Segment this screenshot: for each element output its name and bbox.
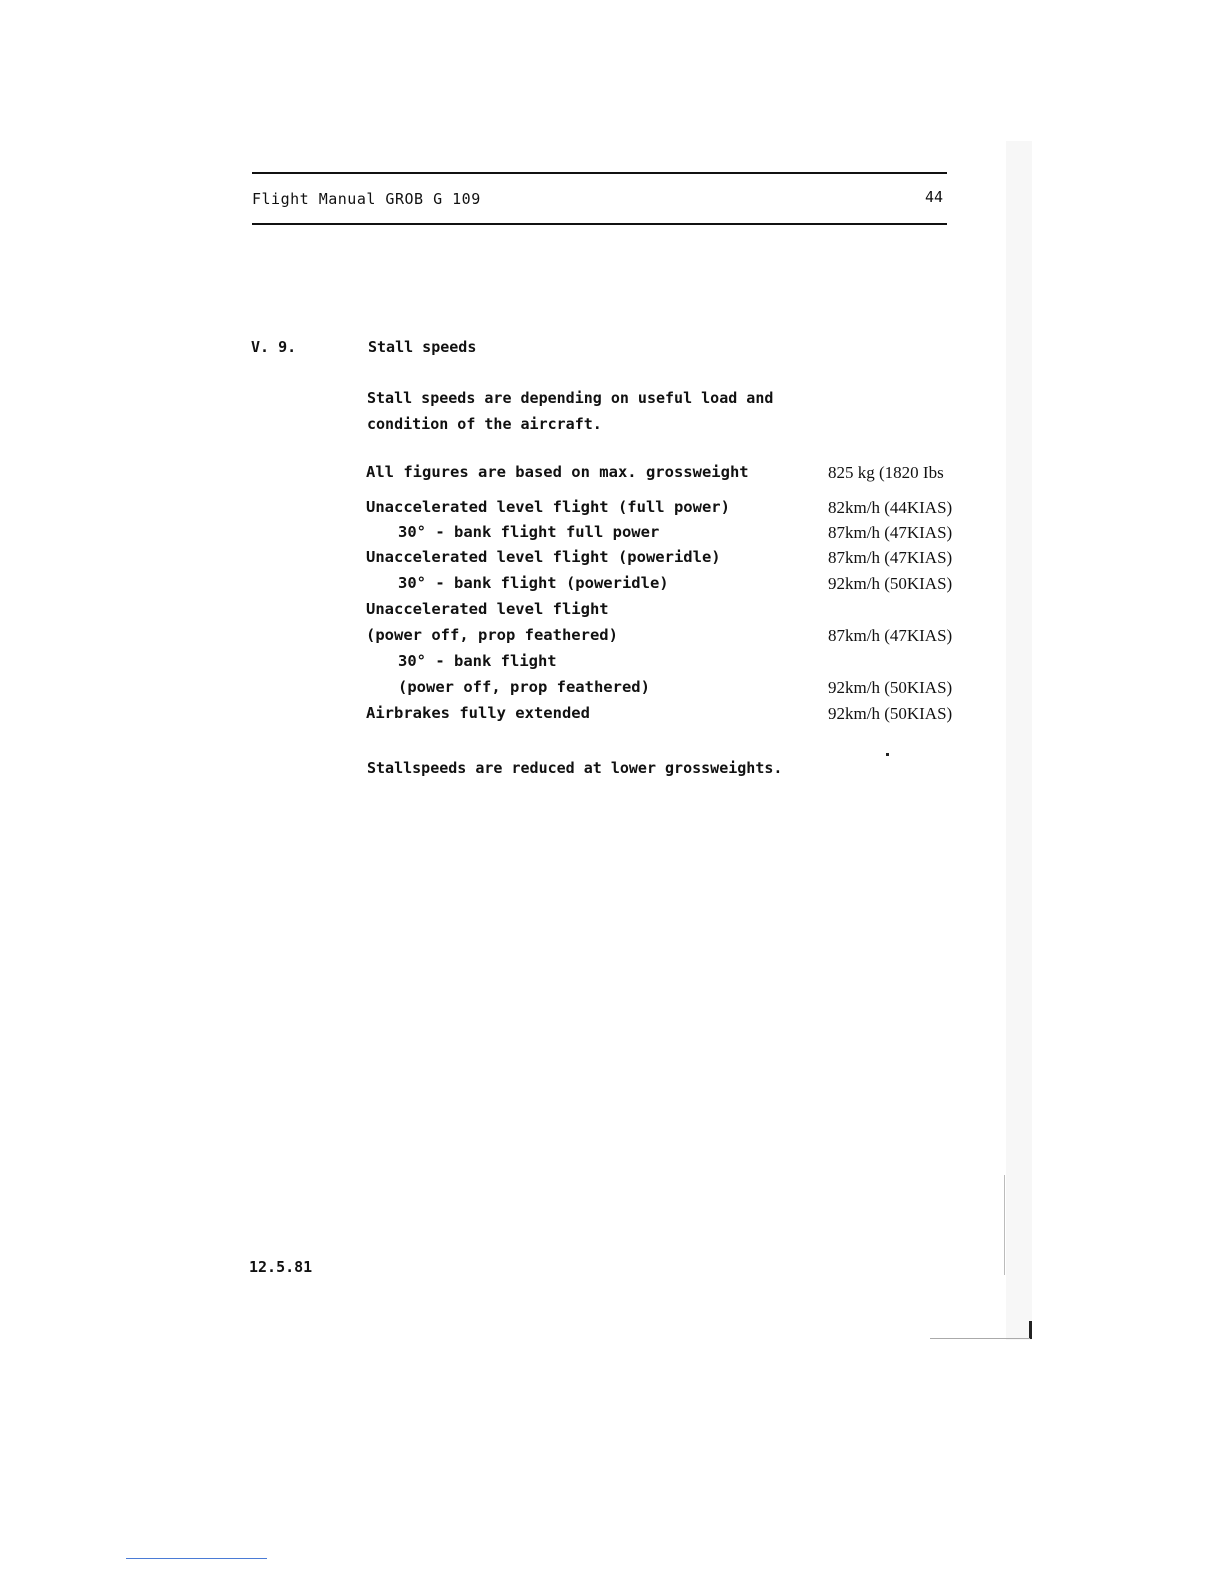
row-label: 30° - bank flight full power (398, 523, 660, 541)
section-number: V. 9. (251, 338, 297, 356)
header-title: Flight Manual GROB G 109 (252, 190, 481, 208)
basis-value: 825 kg (1820 Ibs (828, 463, 944, 482)
row-label: Unaccelerated level flight (poweridle) (366, 548, 721, 566)
closing-note: Stallspeeds are reduced at lower grossweights. (367, 759, 783, 777)
row-label: 30° - bank flight (poweridle) (398, 574, 669, 592)
table-row (366, 574, 1006, 600)
row-label: (power off, prop feathered) (398, 678, 650, 696)
page-number: 44 (925, 188, 944, 206)
intro-line-2: condition of the aircraft. (367, 415, 602, 433)
row-value: 92km/h (50KIAS) (828, 678, 953, 697)
footer-date: 12.5.81 (249, 1258, 313, 1276)
scan-bottom-edge (930, 1338, 1030, 1339)
section-title: Stall speeds (368, 338, 477, 356)
basis-label: All figures are based on max. grossweight (366, 463, 749, 481)
table-row (366, 498, 1006, 524)
table-row (366, 523, 1006, 549)
table-row (366, 548, 1006, 574)
row-value: 87km/h (47KIAS) (828, 523, 953, 542)
row-value: 87km/h (47KIAS) (828, 626, 953, 645)
row-label: Unaccelerated level flight (366, 600, 609, 618)
document-page (178, 141, 1006, 1340)
scan-speck (886, 753, 889, 756)
row-label: Unaccelerated level flight (full power) (366, 498, 730, 516)
table-row (366, 678, 1006, 704)
row-label: (power off, prop feathered) (366, 626, 618, 644)
row-label: 30° - bank flight (398, 652, 557, 670)
bottom-link-underline (126, 1558, 267, 1559)
table-row (366, 626, 1006, 652)
intro-line-1: Stall speeds are depending on useful load and (367, 389, 774, 407)
table-row (366, 600, 1006, 626)
table-row (366, 652, 1006, 678)
row-value: 87km/h (47KIAS) (828, 548, 953, 567)
scan-edge-mark (1029, 1321, 1032, 1339)
row-value: 82km/h (44KIAS) (828, 498, 953, 517)
row-label: Airbrakes fully extended (366, 704, 590, 722)
table-row (366, 704, 1006, 730)
row-value: 92km/h (50KIAS) (828, 574, 953, 593)
row-value: 92km/h (50KIAS) (828, 704, 953, 723)
basis-row (366, 463, 1006, 489)
header-top-rule (252, 172, 947, 174)
scan-edge-line (1004, 1175, 1005, 1275)
header-bottom-rule (252, 223, 947, 225)
